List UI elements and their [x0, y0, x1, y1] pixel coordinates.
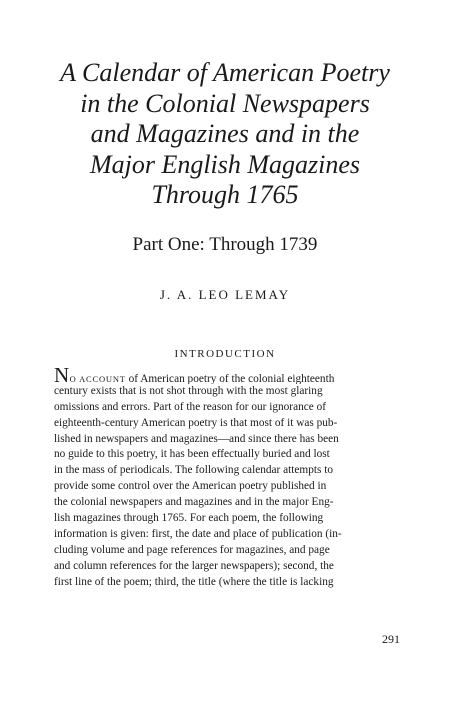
author-name: J. A. LEO LEMAY	[159, 287, 291, 302]
body-line: first line of the poem; third, the title (where the title is lacking	[54, 575, 334, 588]
body-line: eighteenth-century American poetry is that most of it was pub-	[54, 416, 338, 429]
first-line-text: of American poetry of the colonial eighteenth	[125, 373, 335, 384]
body-line: in the mass of periodicals. The following calendar attempts to	[54, 464, 334, 477]
title-line: and Magazines and in the	[90, 119, 360, 148]
article-title	[20, 58, 430, 211]
title-line: Through 1765	[151, 180, 299, 209]
body-paragraph	[54, 368, 416, 590]
body-line: omissions and errors. Part of the reason for our ignorance of	[54, 400, 326, 413]
body-line: and column references for the larger newspapers); second, the	[54, 559, 334, 572]
body-line: lish magazines through 1765. For each poem, the following	[54, 512, 324, 525]
section-heading: INTRODUCTION	[174, 348, 276, 360]
smallcaps-lead: O ACCOUNT	[69, 374, 126, 384]
body-line: no guide to this poetry, it has been effectually buried and lost	[54, 448, 330, 461]
body-line: cluding volume and page references for magazines, and page	[54, 543, 330, 556]
body-line: century exists that is not shot through with the most glaring	[54, 384, 323, 397]
title-line: in the Colonial Newspapers	[80, 88, 370, 118]
page-number: 291	[382, 632, 400, 646]
title-line: A Calendar of American Poetry	[60, 58, 390, 87]
body-line: information is given: first, the date and place of publication (in-	[54, 527, 342, 540]
body-line: provide some control over the American poetry published in	[54, 480, 327, 493]
body-line: lished in newspapers and magazines—and since there has been	[54, 432, 339, 445]
title-line: Major English Magazines	[89, 149, 361, 179]
body-line	[54, 368, 416, 384]
article-subtitle: Part One: Through 1739	[132, 234, 318, 255]
drop-cap: N	[54, 368, 70, 384]
body-line: the colonial newspapers and magazines and in the major Eng-	[54, 496, 334, 509]
